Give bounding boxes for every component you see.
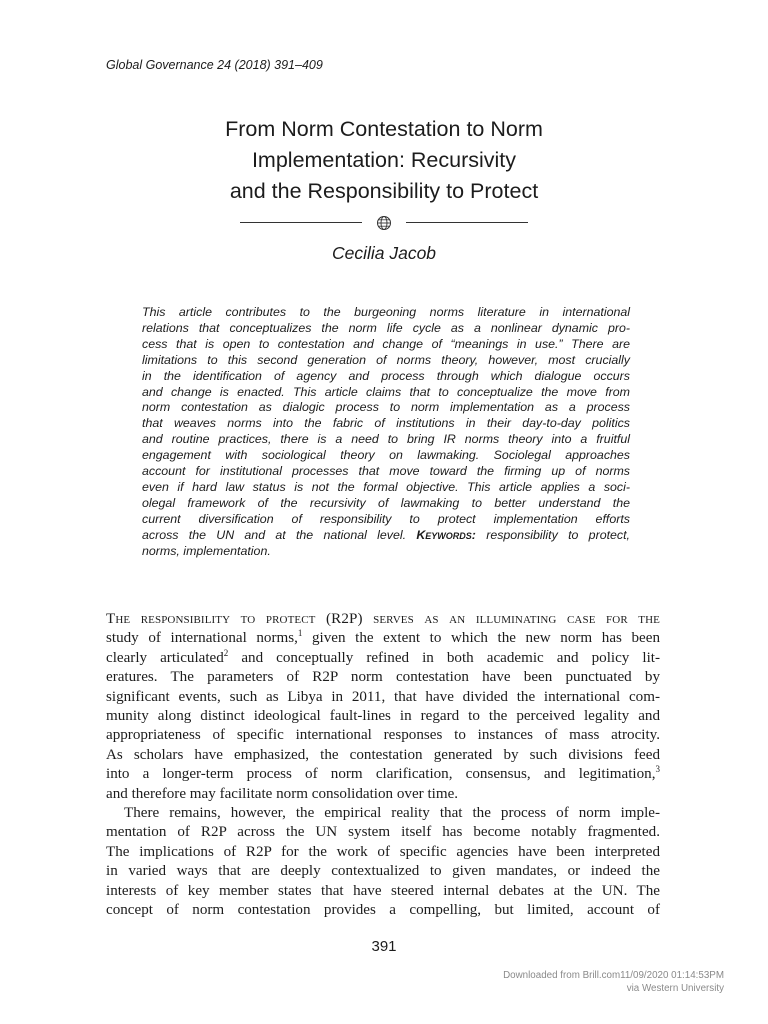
body-text-span: and conceptually refined in both academic and policy lit- <box>228 649 660 666</box>
download-line: via Western University <box>626 983 724 994</box>
abstract-line: current diversification of responsibility to protect implementation efforts <box>142 511 630 526</box>
abstract-line: This article contributes to the burgeoning norms literature in international <box>142 305 630 319</box>
body-text-span: clearly articulated <box>106 649 224 666</box>
keywords-label: Keywords: <box>416 527 476 542</box>
abstract-text: across the UN and at the national level. <box>142 527 407 542</box>
download-line: Downloaded from Brill.com11/09/2020 01:14:53PM <box>503 970 724 981</box>
ornament-rule-right <box>406 222 528 223</box>
body-line: The implications of R2P for the work of specific agencies have been interpreted <box>106 843 660 860</box>
author-name: Cecilia Jacob <box>331 243 437 263</box>
body-text-span: study of international norms, <box>106 630 298 647</box>
title-line: Implementation: Recursivity <box>251 148 517 172</box>
abstract-line: limitations to this second generation of norms theory, however, most crucially <box>142 352 630 367</box>
article-title <box>0 114 768 207</box>
body-text <box>106 610 660 921</box>
title-ornament <box>240 214 528 232</box>
body-line <box>106 629 660 648</box>
abstract-line: relations that conceptualizes the norm life cycle as a nonlinear dynamic pro- <box>142 320 630 335</box>
body-line: and therefore may facilitate norm consolidation over time. <box>106 785 459 802</box>
abstract-line: norms, implementation. <box>142 543 271 558</box>
footnote-ref[interactable]: 3 <box>655 764 660 775</box>
abstract-line: norm contestation as dialogic process to norm implementation as a process <box>142 400 630 415</box>
body-line: appropriateness of specific international responses to instances of mass atrocity. <box>106 727 660 744</box>
abstract-line: olegal framework of the recursivity of lawmaking to better understand the <box>142 495 630 510</box>
body-line: interests of key member states that have steered internal debates at the UN. The <box>106 882 660 899</box>
body-line <box>106 610 660 629</box>
body-line: concept of norm contestation provides a compelling, but limited, account of <box>106 902 660 919</box>
body-line: There remains, however, the empirical reality that the process of norm imple- <box>124 805 660 822</box>
footnote-ref[interactable]: 2 <box>223 647 229 658</box>
download-notice <box>394 969 724 995</box>
abstract-line: cess that is open to contestation and change of “meanings in use.” There are <box>142 336 630 351</box>
abstract-line <box>142 528 630 544</box>
body-line: mentation of R2P across the UN system itself has become notably fragmented. <box>106 824 660 841</box>
abstract-line: and routine practices, there is a need to bring IR norms theory into a fruitful <box>142 432 630 447</box>
body-line: significant events, such as Libya in 2011, that have divided the international com- <box>106 688 660 705</box>
globe-icon <box>376 215 392 231</box>
abstract-line: even if hard law status is not the formal objective. This article applies a soci- <box>142 479 630 494</box>
abstract-line: in the identification of agency and process through which dialogue occurs <box>142 368 630 383</box>
abstract-line: that weaves norms into the fabric of institutions in their day-to-day politics <box>142 416 630 431</box>
keywords-text: responsibility to protect, <box>475 527 631 542</box>
title-line: From Norm Contestation to Norm <box>225 117 543 141</box>
title-line: and the Responsibility to Protect <box>229 179 539 203</box>
journal-header: Global Governance 24 (2018) 391–409 <box>106 58 323 72</box>
ornament-rule-left <box>240 222 362 223</box>
body-text-span: into a longer-term process of norm clarification, consensus, and legitimation, <box>106 766 656 783</box>
abstract-line: account for institutional processes that move toward the firming up of norms <box>142 464 630 479</box>
body-line: munity along distinct ideological fault-lines in regard to the perceived legality and <box>106 708 660 725</box>
abstract-line: and change is enacted. This article claims that to conceptualize the move from <box>142 384 630 399</box>
body-line: in varied ways that are deeply contextualized to given mandates, or indeed the <box>106 863 660 880</box>
body-line <box>106 765 660 784</box>
footnote-ref[interactable]: 1 <box>297 628 303 639</box>
abstract <box>142 305 630 560</box>
lead-in-smallcaps: The responsibility to protect (R2P) serves as an illuminating case for the <box>106 611 660 627</box>
body-line <box>106 649 660 668</box>
body-line: As scholars have emphasized, the contestation generated by such divisions feed <box>106 746 660 763</box>
page-number: 391 <box>371 938 397 955</box>
body-text-span: given the extent to which the new norm has been <box>302 630 660 647</box>
body-line: eratures. The parameters of R2P norm contestation have been punctuated by <box>106 669 660 686</box>
abstract-line: engagement with sociological theory on lawmaking. Sociolegal approaches <box>142 448 630 463</box>
